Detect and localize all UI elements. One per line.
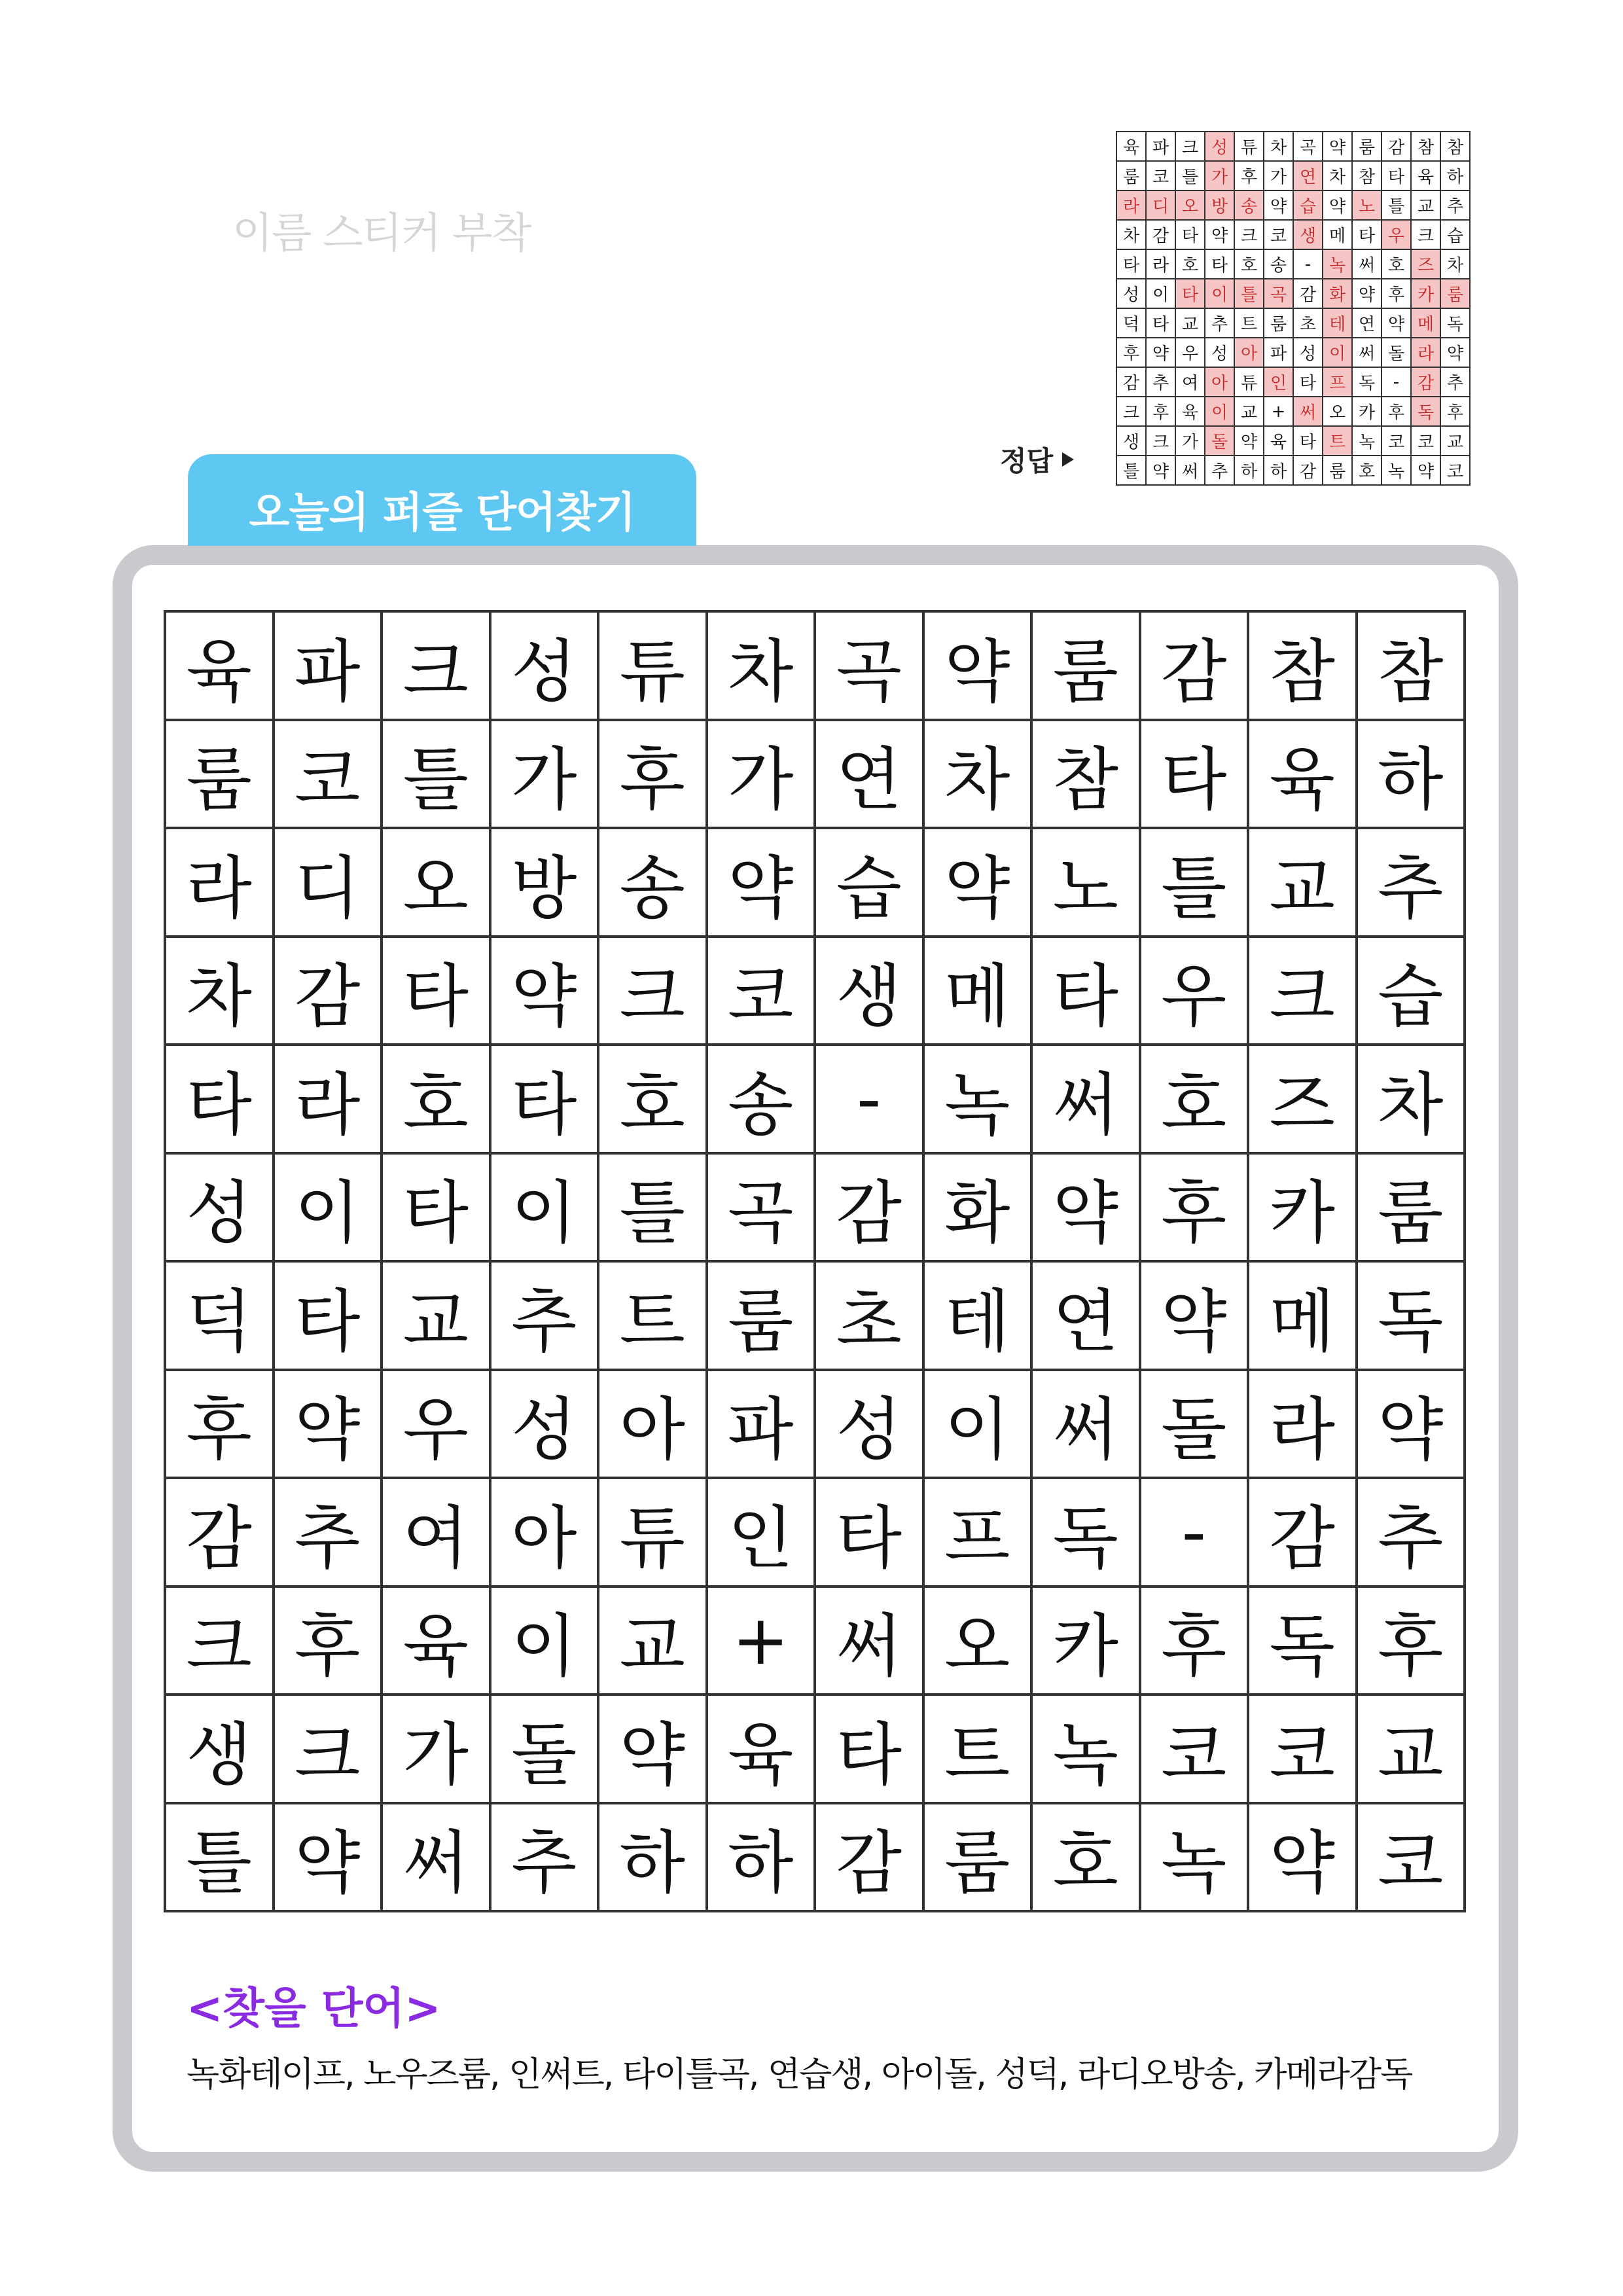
answer-grid-cell: 크: [1235, 221, 1264, 250]
grid-cell[interactable]: 하: [708, 1804, 817, 1913]
answer-grid-cell: 곡: [1294, 132, 1323, 162]
grid-cell[interactable]: 화: [925, 1155, 1033, 1263]
grid-cell[interactable]: 약: [925, 613, 1033, 721]
answer-grid-cell: 곡: [1264, 279, 1294, 309]
grid-cell[interactable]: 약: [925, 829, 1033, 938]
answer-grid-cell: 방: [1205, 191, 1235, 221]
grid-cell[interactable]: 추: [1358, 829, 1467, 938]
answer-grid-cell: 참: [1353, 162, 1382, 191]
grid-cell[interactable]: 약: [1358, 1371, 1467, 1480]
answer-grid-cell: 프: [1323, 368, 1353, 397]
grid-cell[interactable]: 타: [1141, 721, 1250, 830]
grid-cell[interactable]: 타: [166, 1046, 275, 1155]
answer-grid-cell: 타: [1117, 250, 1147, 279]
answer-grid-cell: 틀: [1235, 279, 1264, 309]
grid-cell[interactable]: 방: [491, 829, 600, 938]
grid-cell[interactable]: 교: [1249, 829, 1358, 938]
answer-grid-cell: 라: [1412, 338, 1441, 368]
answer-grid-cell: 후: [1382, 279, 1412, 309]
answer-grid-cell: 써: [1353, 338, 1382, 368]
answer-grid-cell: 오: [1176, 191, 1205, 221]
answer-grid-cell: 코: [1412, 427, 1441, 456]
grid-cell[interactable]: 연: [816, 721, 925, 830]
answer-grid-cell: 틀: [1176, 162, 1205, 191]
grid-cell[interactable]: 추: [491, 1263, 600, 1371]
grid-cell[interactable]: +: [708, 1588, 817, 1696]
grid-cell[interactable]: 타: [383, 938, 491, 1047]
answer-grid-cell: 차: [1441, 250, 1471, 279]
answer-grid-cell: 습: [1441, 221, 1471, 250]
grid-cell[interactable]: 타: [1033, 938, 1141, 1047]
grid-cell[interactable]: 크: [599, 938, 708, 1047]
grid-cell[interactable]: 가: [383, 1696, 491, 1804]
answer-grid-cell: 녹: [1353, 427, 1382, 456]
grid-cell[interactable]: 이: [275, 1155, 383, 1263]
answer-grid-cell: 성: [1117, 279, 1147, 309]
answer-grid-cell: 크: [1147, 427, 1176, 456]
grid-cell[interactable]: 돌: [1141, 1371, 1250, 1480]
answer-grid-cell: 하: [1235, 456, 1264, 486]
grid-cell[interactable]: -: [1141, 1479, 1250, 1588]
play-arrow-icon: [1062, 452, 1074, 467]
grid-cell[interactable]: 교: [599, 1588, 708, 1696]
answer-grid-cell: 테: [1323, 309, 1353, 338]
grid-cell[interactable]: 하: [1358, 721, 1467, 830]
grid-cell[interactable]: 코: [708, 938, 817, 1047]
answer-grid-cell: 우: [1176, 338, 1205, 368]
grid-cell[interactable]: 즈: [1249, 1046, 1358, 1155]
grid-cell[interactable]: 약: [275, 1371, 383, 1480]
answer-grid-cell: 타: [1176, 279, 1205, 309]
answer-grid-cell: 튜: [1235, 132, 1264, 162]
grid-cell[interactable]: 교: [383, 1263, 491, 1371]
grid-cell[interactable]: 메: [1249, 1263, 1358, 1371]
grid-cell[interactable]: 추: [1358, 1479, 1467, 1588]
answer-grid-cell: 교: [1176, 309, 1205, 338]
grid-cell[interactable]: 성: [491, 613, 600, 721]
answer-grid-cell: 생: [1294, 221, 1323, 250]
grid-cell[interactable]: 테: [925, 1263, 1033, 1371]
answer-grid-cell: 약: [1353, 279, 1382, 309]
answer-grid-cell: 약: [1441, 338, 1471, 368]
answer-grid-cell: 튜: [1235, 368, 1264, 397]
answer-grid-cell: 감: [1294, 456, 1323, 486]
grid-cell[interactable]: 감: [816, 1804, 925, 1913]
answer-grid-cell: 메: [1323, 221, 1353, 250]
answer-grid-cell: 후: [1117, 338, 1147, 368]
grid-cell[interactable]: 독: [1033, 1479, 1141, 1588]
answer-grid-cell: 파: [1147, 132, 1176, 162]
grid-cell[interactable]: 타: [383, 1155, 491, 1263]
answer-grid-cell: 여: [1176, 368, 1205, 397]
grid-cell[interactable]: 약: [1033, 1155, 1141, 1263]
grid-cell[interactable]: 독: [1249, 1588, 1358, 1696]
grid-cell[interactable]: 튜: [599, 613, 708, 721]
answer-grid-cell: 이: [1147, 279, 1176, 309]
answer-grid-cell: 코: [1382, 427, 1412, 456]
grid-cell[interactable]: 육: [166, 613, 275, 721]
answer-grid-cell: 약: [1412, 456, 1441, 486]
grid-cell[interactable]: 우: [1141, 938, 1250, 1047]
answer-grid-cell: 타: [1176, 221, 1205, 250]
grid-cell[interactable]: 라: [1249, 1371, 1358, 1480]
grid-cell[interactable]: 아: [599, 1371, 708, 1480]
grid-cell[interactable]: 카: [1033, 1588, 1141, 1696]
answer-grid-cell: 차: [1117, 221, 1147, 250]
answer-grid-cell: 아: [1205, 368, 1235, 397]
grid-cell[interactable]: 틀: [383, 721, 491, 830]
grid-cell[interactable]: -: [816, 1046, 925, 1155]
answer-grid-cell: 독: [1412, 397, 1441, 427]
answer-grid-cell: 후: [1235, 162, 1264, 191]
puzzle-title-tab: [188, 454, 696, 546]
grid-cell[interactable]: 우: [383, 1371, 491, 1480]
answer-label: [1000, 440, 1074, 479]
answer-grid-cell: 타: [1382, 162, 1412, 191]
answer-grid-cell: 감: [1294, 279, 1323, 309]
grid-cell[interactable]: 룸: [166, 721, 275, 830]
grid-cell[interactable]: 크: [383, 613, 491, 721]
answer-grid-cell: 참: [1412, 132, 1441, 162]
answer-grid-cell: 육: [1412, 162, 1441, 191]
answer-grid-cell: 돌: [1205, 427, 1235, 456]
answer-grid-cell: 써: [1353, 250, 1382, 279]
answer-grid-cell: 타: [1205, 250, 1235, 279]
answer-grid-cell: 육: [1264, 427, 1294, 456]
grid-cell[interactable]: 녹: [925, 1046, 1033, 1155]
grid-cell[interactable]: 파: [275, 613, 383, 721]
find-words-heading: <찾을 단어>: [187, 1983, 441, 2034]
grid-cell[interactable]: 감: [1141, 613, 1250, 721]
grid-cell[interactable]: 오: [383, 829, 491, 938]
grid-cell[interactable]: 룸: [925, 1804, 1033, 1913]
grid-cell[interactable]: 독: [1358, 1263, 1467, 1371]
grid-cell[interactable]: 참: [1358, 613, 1467, 721]
grid-cell[interactable]: 써: [1033, 1046, 1141, 1155]
grid-cell[interactable]: 약: [491, 938, 600, 1047]
answer-grid-cell: 파: [1264, 338, 1294, 368]
grid-cell[interactable]: 후: [599, 721, 708, 830]
answer-grid-cell: -: [1294, 250, 1323, 279]
answer-grid-cell: 노: [1353, 191, 1382, 221]
grid-cell[interactable]: 추: [275, 1479, 383, 1588]
answer-grid-cell: 호: [1235, 250, 1264, 279]
grid-cell[interactable]: 라: [275, 1046, 383, 1155]
grid-cell[interactable]: 라: [166, 829, 275, 938]
answer-grid-cell: +: [1264, 397, 1294, 427]
answer-grid-cell: 라: [1117, 191, 1147, 221]
grid-cell[interactable]: 후: [1141, 1588, 1250, 1696]
grid-cell[interactable]: 후: [166, 1371, 275, 1480]
grid-cell[interactable]: 여: [383, 1479, 491, 1588]
answer-grid-cell: 룸: [1117, 162, 1147, 191]
grid-cell[interactable]: 틀: [599, 1155, 708, 1263]
grid-cell[interactable]: 이: [491, 1155, 600, 1263]
answer-grid-cell: 메: [1412, 309, 1441, 338]
answer-grid-cell: 약: [1147, 456, 1176, 486]
grid-cell[interactable]: 후: [1141, 1155, 1250, 1263]
answer-grid-cell: 룸: [1323, 456, 1353, 486]
answer-grid-cell: 돌: [1382, 338, 1412, 368]
grid-cell[interactable]: 호: [599, 1046, 708, 1155]
answer-grid-cell: 감: [1117, 368, 1147, 397]
grid-cell[interactable]: 크: [1249, 938, 1358, 1047]
answer-grid-cell: 독: [1441, 309, 1471, 338]
grid-cell[interactable]: 참: [1033, 721, 1141, 830]
answer-grid-cell: 감: [1412, 368, 1441, 397]
answer-grid-cell: 코: [1147, 162, 1176, 191]
answer-grid-cell: 연: [1294, 162, 1323, 191]
grid-cell[interactable]: 틀: [166, 1804, 275, 1913]
grid-cell[interactable]: 트: [599, 1263, 708, 1371]
grid-cell[interactable]: 육: [708, 1696, 817, 1804]
answer-grid-cell: 크: [1117, 397, 1147, 427]
answer-grid-cell: 타: [1353, 221, 1382, 250]
answer-grid-cell: 가: [1264, 162, 1294, 191]
grid-cell[interactable]: 이: [925, 1371, 1033, 1480]
answer-grid-cell: 습: [1294, 191, 1323, 221]
answer-grid-cell: 카: [1353, 397, 1382, 427]
answer-grid-cell: 송: [1264, 250, 1294, 279]
answer-grid-cell: 카: [1412, 279, 1441, 309]
grid-cell[interactable]: 호: [383, 1046, 491, 1155]
answer-grid-cell: 약: [1382, 309, 1412, 338]
answer-grid-cell: 호: [1176, 250, 1205, 279]
answer-grid-cell: 호: [1353, 456, 1382, 486]
grid-cell[interactable]: 코: [1358, 1804, 1467, 1913]
grid-cell[interactable]: 크: [275, 1696, 383, 1804]
answer-grid-cell: 육: [1117, 132, 1147, 162]
answer-grid-cell: 가: [1205, 162, 1235, 191]
answer-grid-cell: 우: [1382, 221, 1412, 250]
grid-cell[interactable]: 후: [275, 1588, 383, 1696]
grid-cell[interactable]: 녹: [1033, 1696, 1141, 1804]
answer-grid-cell: 타: [1294, 368, 1323, 397]
answer-grid-cell: 호: [1382, 250, 1412, 279]
grid-cell[interactable]: 가: [708, 721, 817, 830]
grid-cell[interactable]: 교: [1358, 1696, 1467, 1804]
grid-cell[interactable]: 타: [275, 1263, 383, 1371]
grid-cell[interactable]: 송: [599, 829, 708, 938]
grid-cell[interactable]: 생: [816, 938, 925, 1047]
grid-cell[interactable]: 코: [1249, 1696, 1358, 1804]
answer-grid-cell: 라: [1147, 250, 1176, 279]
grid-cell[interactable]: 크: [166, 1588, 275, 1696]
grid-cell[interactable]: 타: [816, 1479, 925, 1588]
answer-grid-cell: 룸: [1441, 279, 1471, 309]
answer-grid-cell: 약: [1147, 338, 1176, 368]
answer-grid-cell: 코: [1441, 456, 1471, 486]
grid-cell[interactable]: 돌: [491, 1696, 600, 1804]
answer-grid-cell: 감: [1147, 221, 1176, 250]
answer-grid-cell: 연: [1353, 309, 1382, 338]
answer-grid-cell: 트: [1235, 309, 1264, 338]
answer-grid-cell: 오: [1323, 397, 1353, 427]
grid-cell[interactable]: 코: [1141, 1696, 1250, 1804]
answer-grid-cell: 차: [1323, 162, 1353, 191]
answer-grid-cell: 추: [1441, 191, 1471, 221]
grid-cell[interactable]: 오: [925, 1588, 1033, 1696]
answer-grid: [1116, 131, 1471, 486]
grid-cell[interactable]: 틀: [1141, 829, 1250, 938]
answer-grid-cell: 아: [1235, 338, 1264, 368]
grid-cell[interactable]: 초: [816, 1263, 925, 1371]
answer-grid-cell: 차: [1264, 132, 1294, 162]
grid-cell[interactable]: 성: [491, 1371, 600, 1480]
grid-cell[interactable]: 써: [383, 1804, 491, 1913]
answer-grid-cell: 교: [1235, 397, 1264, 427]
answer-grid-cell: 추: [1147, 368, 1176, 397]
puzzle-title: 오늘의 퍼즐 단어찾기: [249, 489, 635, 537]
answer-label-text: 정답: [1000, 445, 1054, 477]
grid-cell[interactable]: 튜: [599, 1479, 708, 1588]
answer-grid-cell: 감: [1382, 132, 1412, 162]
answer-grid-cell: 참: [1441, 132, 1471, 162]
answer-grid-cell: 트: [1323, 427, 1353, 456]
grid-cell[interactable]: 감: [816, 1155, 925, 1263]
grid-cell[interactable]: 곡: [816, 613, 925, 721]
grid-cell[interactable]: 룸: [1033, 613, 1141, 721]
grid-cell[interactable]: 습: [816, 829, 925, 938]
grid-cell[interactable]: 프: [925, 1479, 1033, 1588]
answer-grid-cell: 틀: [1117, 456, 1147, 486]
grid-cell[interactable]: 감: [275, 938, 383, 1047]
answer-grid-cell: 이: [1323, 338, 1353, 368]
answer-grid-cell: -: [1382, 368, 1412, 397]
grid-cell[interactable]: 습: [1358, 938, 1467, 1047]
answer-grid-cell: 하: [1441, 162, 1471, 191]
answer-grid-cell: 인: [1264, 368, 1294, 397]
answer-grid-cell: 코: [1264, 221, 1294, 250]
answer-grid-cell: 후: [1441, 397, 1471, 427]
grid-cell[interactable]: 하: [599, 1804, 708, 1913]
grid-cell[interactable]: 성: [816, 1371, 925, 1480]
find-words-list: 녹화테이프, 노우즈룸, 인써트, 타이틀곡, 연습생, 아이돌, 성덕, 라디오방송, 카메라감독: [187, 2055, 1412, 2094]
grid-cell[interactable]: 후: [1358, 1588, 1467, 1696]
grid-cell[interactable]: 육: [1249, 721, 1358, 830]
answer-grid-cell: 룸: [1353, 132, 1382, 162]
answer-grid-cell: 후: [1382, 397, 1412, 427]
grid-cell[interactable]: 차: [708, 613, 817, 721]
grid-cell[interactable]: 차: [925, 721, 1033, 830]
grid-cell[interactable]: 덕: [166, 1263, 275, 1371]
answer-grid-cell: 타: [1294, 427, 1323, 456]
grid-cell[interactable]: 노: [1033, 829, 1141, 938]
grid-cell[interactable]: 타: [816, 1696, 925, 1804]
grid-cell[interactable]: 타: [491, 1046, 600, 1155]
grid-cell[interactable]: 곡: [708, 1155, 817, 1263]
grid-cell[interactable]: 아: [491, 1479, 600, 1588]
answer-grid-cell: 약: [1323, 191, 1353, 221]
answer-grid-cell: 즈: [1412, 250, 1441, 279]
grid-cell[interactable]: 녹: [1141, 1804, 1250, 1913]
answer-grid-cell: 육: [1176, 397, 1205, 427]
grid-cell[interactable]: 연: [1033, 1263, 1141, 1371]
grid-cell[interactable]: 이: [491, 1588, 600, 1696]
grid-cell[interactable]: 호: [1141, 1046, 1250, 1155]
grid-cell[interactable]: 약: [708, 829, 817, 938]
grid-cell[interactable]: 코: [275, 721, 383, 830]
answer-grid-cell: 생: [1117, 427, 1147, 456]
answer-grid-cell: 룸: [1264, 309, 1294, 338]
grid-cell[interactable]: 추: [491, 1804, 600, 1913]
answer-grid-cell: 가: [1176, 427, 1205, 456]
answer-grid-cell: 성: [1205, 338, 1235, 368]
grid-cell[interactable]: 호: [1033, 1804, 1141, 1913]
answer-grid-cell: 독: [1353, 368, 1382, 397]
grid-cell[interactable]: 룸: [708, 1263, 817, 1371]
answer-grid-cell: 덕: [1117, 309, 1147, 338]
answer-grid-cell: 써: [1294, 397, 1323, 427]
answer-grid-cell: 교: [1441, 427, 1471, 456]
grid-cell[interactable]: 차: [1358, 1046, 1467, 1155]
grid-cell[interactable]: 메: [925, 938, 1033, 1047]
grid-cell[interactable]: 약: [275, 1804, 383, 1913]
grid-cell[interactable]: 생: [166, 1696, 275, 1804]
grid-cell[interactable]: 써: [816, 1588, 925, 1696]
grid-cell[interactable]: 감: [1249, 1479, 1358, 1588]
answer-grid-cell: 타: [1147, 309, 1176, 338]
answer-grid-cell: 틀: [1382, 191, 1412, 221]
answer-grid-cell: 하: [1264, 456, 1294, 486]
answer-grid-cell: 추: [1441, 368, 1471, 397]
answer-grid-cell: 성: [1294, 338, 1323, 368]
word-search-grid: [164, 610, 1466, 1912]
answer-grid-cell: 화: [1323, 279, 1353, 309]
answer-grid-cell: 녹: [1323, 250, 1353, 279]
answer-grid-cell: 약: [1205, 221, 1235, 250]
grid-cell[interactable]: 약: [1249, 1804, 1358, 1913]
grid-cell[interactable]: 룸: [1358, 1155, 1467, 1263]
answer-grid-cell: 디: [1147, 191, 1176, 221]
answer-grid-cell: 후: [1147, 397, 1176, 427]
answer-grid-cell: 약: [1323, 132, 1353, 162]
grid-cell[interactable]: 디: [275, 829, 383, 938]
answer-grid-cell: 녹: [1382, 456, 1412, 486]
answer-grid-cell: 크: [1412, 221, 1441, 250]
grid-cell[interactable]: 가: [491, 721, 600, 830]
answer-grid-cell: 추: [1205, 309, 1235, 338]
grid-cell[interactable]: 차: [166, 938, 275, 1047]
grid-cell[interactable]: 참: [1249, 613, 1358, 721]
grid-cell[interactable]: 약: [1141, 1263, 1250, 1371]
grid-cell[interactable]: 인: [708, 1479, 817, 1588]
answer-grid-cell: 크: [1176, 132, 1205, 162]
answer-grid-cell: 교: [1412, 191, 1441, 221]
grid-cell[interactable]: 육: [383, 1588, 491, 1696]
answer-grid-cell: 성: [1205, 132, 1235, 162]
answer-grid-cell: 초: [1294, 309, 1323, 338]
answer-grid-cell: 송: [1235, 191, 1264, 221]
answer-grid-cell: 이: [1205, 279, 1235, 309]
grid-cell[interactable]: 성: [166, 1155, 275, 1263]
grid-cell[interactable]: 트: [925, 1696, 1033, 1804]
grid-cell[interactable]: 파: [708, 1371, 817, 1480]
answer-grid-cell: 써: [1176, 456, 1205, 486]
grid-cell[interactable]: 약: [599, 1696, 708, 1804]
answer-grid-cell: 약: [1235, 427, 1264, 456]
answer-grid-cell: 약: [1264, 191, 1294, 221]
name-sticker-placeholder: 이름 스티커 부착: [232, 209, 531, 258]
grid-cell[interactable]: 써: [1033, 1371, 1141, 1480]
grid-cell[interactable]: 카: [1249, 1155, 1358, 1263]
answer-grid-cell: 추: [1205, 456, 1235, 486]
grid-cell[interactable]: 감: [166, 1479, 275, 1588]
answer-grid-cell: 이: [1205, 397, 1235, 427]
grid-cell[interactable]: 송: [708, 1046, 817, 1155]
